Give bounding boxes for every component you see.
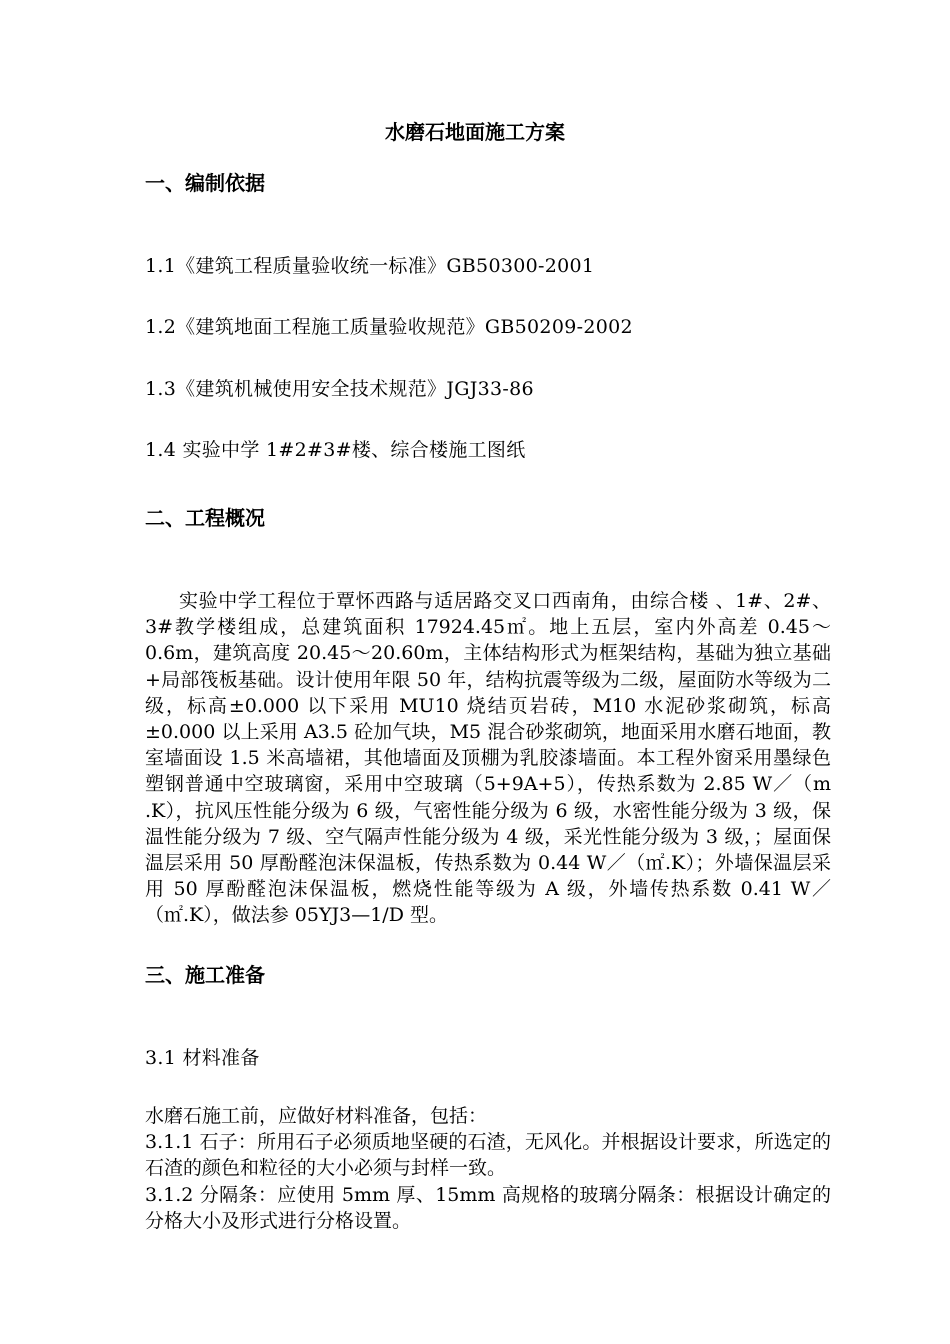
- materials-intro: 水磨石施工前，应做好材料准备，包括：: [145, 1105, 488, 1127]
- section-heading-overview: 二、工程概况: [145, 506, 265, 530]
- project-overview-paragraph: 实验中学工程位于覃怀西路与适居路交叉口西南角，由综合楼 、1#、2#、3#教学楼组成，总建筑面积 17924.45㎡。地上五层，室内外高差 0.45～0.6m，建筑高度 20.45～20.60m，主体结构形式为框架结构，基础为独立基础+局部筏板基础。设计使用年限 50 年，结构抗震等级为二级，屋面防水等级为二级，标高±0.000 以下采用 MU10 烧结页岩砖，M10 水泥砂浆砌筑，标高±0.000 以上采用 A3.5 砼加气块，M5 混合砂浆砌筑，地面采用水磨石地面，教室墙面设 1.5 米高墙裙，其他墙面及顶棚为乳胶漆墙面。本工程外窗采用墨绿色塑钢普通中空玻璃窗，采用中空玻璃（5+9A+5），传热系数为 2.85 W／（m .K），抗风压性能分级为 6 级，气密性能分级为 6 级，水密性能分级为 3 级，保温性能分级为 7 级、空气隔声性能分级为 4 级，采光性能分级为 3 级，；屋面保温层采用 50 厚酚醛泡沫保温板，传热系数为 0.44 W／（㎡.K）；外墙保温层采用 50 厚酚醛泡沫保温板，燃烧性能等级为 A 级，外墙传热系数 0.41 W／（㎡.K），做法参 05YJ3—1/D 型。: [145, 590, 831, 927]
- subsection-heading-materials: 3.1 材料准备: [145, 1047, 260, 1069]
- section-heading-basis: 一、编制依据: [145, 171, 265, 195]
- reference-item-1: 1.1《建筑工程质量验收统一标准》GB50300-2001: [145, 255, 595, 277]
- materials-item-stones: 3.1.1 石子：所用石子必须质地坚硬的石渣，无风化。并根据设计要求，所选定的石渣的颜色和粒径的大小必须与封样一致。: [145, 1131, 831, 1180]
- reference-item-4: 1.4 实验中学 1#2#3#楼、综合楼施工图纸: [145, 439, 526, 461]
- document-title: 水磨石地面施工方案: [385, 120, 565, 144]
- materials-item-dividers: 3.1.2 分隔条：应使用 5mm 厚、15mm 高规格的玻璃分隔条：根据设计确定的分格大小及形式进行分格设置。: [145, 1183, 831, 1232]
- section-heading-preparation: 三、施工准备: [145, 963, 265, 987]
- materials-block: [145, 1103, 831, 1234]
- reference-item-2: 1.2《建筑地面工程施工质量验收规范》GB50209-2002: [145, 316, 633, 338]
- reference-item-3: 1.3《建筑机械使用安全技术规范》JGJ33-86: [145, 378, 534, 400]
